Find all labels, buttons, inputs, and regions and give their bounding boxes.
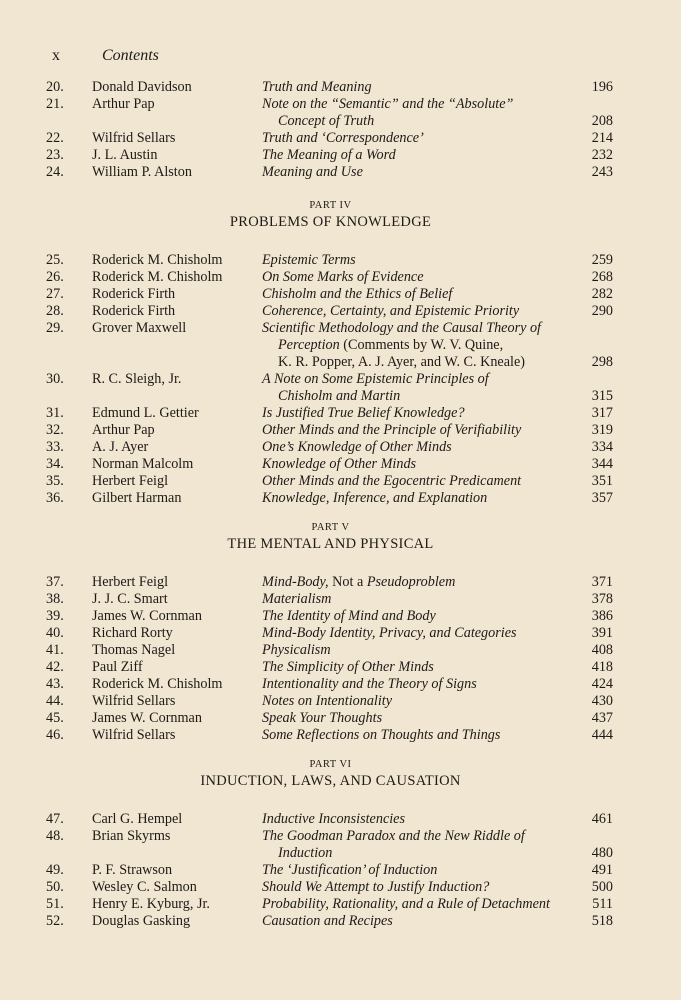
entry-author: Arthur Pap: [92, 96, 155, 112]
entry-page-number: 491: [591, 862, 613, 878]
entry-title-line: Other Minds and the Egocentric Predicament: [262, 473, 522, 489]
entry-page-number: 357: [591, 490, 613, 506]
entry-page-number: 391: [591, 625, 613, 641]
entry-title: [262, 286, 572, 303]
entry-author: Arthur Pap: [92, 422, 155, 438]
entry-number: 49.: [46, 862, 64, 878]
part-label: PART IV: [309, 200, 352, 211]
entry-title-line: Is Justified True Belief Knowledge?: [262, 405, 465, 421]
entry-page-number: 259: [591, 252, 613, 268]
entry-title-line: Knowledge of Other Minds: [262, 456, 417, 472]
entry-title-line: The Identity of Mind and Body: [262, 608, 436, 624]
entry-author: P. F. Strawson: [92, 862, 173, 878]
entry-number: 24.: [46, 164, 64, 180]
entry-number: 29.: [46, 320, 64, 336]
entry-number: 34.: [46, 456, 64, 472]
toc-entry: [0, 79, 681, 96]
part-label: PART V: [311, 522, 350, 533]
entry-author: James W. Cornman: [92, 710, 202, 726]
entry-number: 26.: [46, 269, 64, 285]
entry-title-line: Chisholm and Martin: [278, 388, 401, 404]
toc-entry: [0, 456, 681, 473]
toc-entry: [0, 879, 681, 896]
entry-page-number: 351: [591, 473, 613, 489]
entry-title-line: Physicalism: [262, 642, 331, 658]
toc-entry: [0, 896, 681, 913]
entry-title-line: Probability, Rationality, and a Rule of Detachment: [262, 896, 550, 912]
toc-entry: [0, 659, 681, 676]
entry-author: James W. Cornman: [92, 608, 202, 624]
entry-title-line: Should We Attempt to Justify Induction?: [262, 879, 490, 895]
entry-number: 33.: [46, 439, 64, 455]
entry-number: 48.: [46, 828, 64, 844]
entry-title: [262, 659, 572, 676]
entry-title: [262, 456, 572, 473]
entry-title-line: Note on the “Semantic” and the “Absolute”: [262, 96, 514, 112]
entry-author: Roderick M. Chisholm: [92, 676, 223, 692]
entry-author: Carl G. Hempel: [92, 811, 183, 827]
entry-title: [262, 574, 572, 591]
entry-page-number: 282: [591, 286, 613, 302]
entry-author: Richard Rorty: [92, 625, 173, 641]
entry-author: Wesley C. Salmon: [92, 879, 197, 895]
entry-number: 22.: [46, 130, 64, 146]
toc-entry: [0, 303, 681, 320]
entry-title-line: K. R. Popper, A. J. Ayer, and W. C. Kneale): [278, 354, 525, 370]
entry-title-line: Scientific Methodology and the Causal Theory of: [262, 320, 541, 336]
entry-title-line: Mind-Body, Not a Pseudoproblem: [262, 574, 456, 590]
part-heading: [0, 758, 681, 791]
entry-title: [262, 473, 572, 490]
toc-entry: [0, 269, 681, 286]
entry-author: Roderick Firth: [92, 303, 176, 319]
toc-entry: [0, 574, 681, 591]
toc-entry: [0, 913, 681, 930]
entry-page-number: 518: [591, 913, 613, 929]
toc-entry: [0, 320, 681, 371]
entry-page-number: 408: [591, 642, 613, 658]
entry-title-line: The ‘Justification’ of Induction: [262, 862, 438, 878]
entry-number: 38.: [46, 591, 64, 607]
entry-title-line: Causation and Recipes: [262, 913, 393, 929]
running-head: [52, 47, 159, 65]
entry-page-number: 319: [591, 422, 613, 438]
entry-title: [262, 710, 572, 727]
entry-page-number: 444: [591, 727, 613, 743]
entry-title-line: Truth and Meaning: [262, 79, 372, 95]
toc-entry: [0, 862, 681, 879]
toc-entry: [0, 727, 681, 744]
entry-title: [262, 811, 572, 828]
entry-number: 35.: [46, 473, 64, 489]
entry-page-number: 424: [591, 676, 613, 692]
entry-title-line: Perception (Comments by W. V. Quine,: [278, 337, 504, 353]
entry-title-line: Chisholm and the Ethics of Belief: [262, 286, 453, 302]
entry-number: 45.: [46, 710, 64, 726]
entry-page-number: 461: [591, 811, 613, 827]
entry-page-number: 298: [591, 354, 613, 370]
entry-author: Donald Davidson: [92, 79, 192, 95]
entry-title-line: Coherence, Certainty, and Epistemic Priority: [262, 303, 520, 319]
entry-number: 28.: [46, 303, 64, 319]
entry-page-number: 371: [591, 574, 613, 590]
toc-entry: [0, 286, 681, 303]
entry-title: [262, 591, 572, 608]
entry-title: [262, 147, 572, 164]
entry-page-number: 386: [591, 608, 613, 624]
entry-number: 50.: [46, 879, 64, 895]
toc-entry: [0, 710, 681, 727]
entry-author: Roderick M. Chisholm: [92, 269, 223, 285]
entry-number: 41.: [46, 642, 64, 658]
entry-number: 37.: [46, 574, 64, 590]
entry-author: Roderick Firth: [92, 286, 176, 302]
toc-entry: [0, 164, 681, 181]
entry-author: Edmund L. Gettier: [92, 405, 199, 421]
entry-title-line: A Note on Some Epistemic Principles of: [262, 371, 489, 387]
entry-author: Wilfrid Sellars: [92, 130, 176, 146]
entry-author: William P. Alston: [92, 164, 192, 180]
entry-title: [262, 303, 572, 320]
entry-author: Wilfrid Sellars: [92, 727, 176, 743]
entry-number: 44.: [46, 693, 64, 709]
entry-author: R. C. Sleigh, Jr.: [92, 371, 182, 387]
entry-author: Douglas Gasking: [92, 913, 191, 929]
entry-title-line: Intentionality and the Theory of Signs: [262, 676, 477, 692]
entry-page-number: 334: [591, 439, 613, 455]
toc-entry: [0, 625, 681, 642]
entry-title: [262, 252, 572, 269]
toc-entry: [0, 490, 681, 507]
entry-number: 36.: [46, 490, 64, 506]
toc-entry: [0, 608, 681, 625]
entry-page-number: 344: [591, 456, 613, 472]
part-heading: [0, 521, 681, 554]
entry-title-line: Induction: [278, 845, 333, 861]
entry-title: [262, 913, 572, 930]
entry-author: Roderick M. Chisholm: [92, 252, 223, 268]
toc-entry: [0, 828, 681, 862]
entry-author: Henry E. Kyburg, Jr.: [92, 896, 210, 912]
contents-list: [0, 79, 681, 930]
entry-page-number: 378: [591, 591, 613, 607]
entry-page-number: 317: [591, 405, 613, 421]
entry-title: [262, 642, 572, 659]
entry-page-number: 214: [591, 130, 613, 146]
entry-title-line: Some Reflections on Thoughts and Things: [262, 727, 501, 743]
entry-author: Paul Ziff: [92, 659, 143, 675]
entry-title-line: Other Minds and the Principle of Verifiability: [262, 422, 522, 438]
entry-number: 46.: [46, 727, 64, 743]
entry-author: Thomas Nagel: [92, 642, 176, 658]
toc-entry: [0, 591, 681, 608]
entry-title-line: Materialism: [262, 591, 332, 607]
entry-title: [262, 320, 572, 371]
entry-title-line: Meaning and Use: [262, 164, 363, 180]
entry-page-number: 208: [591, 113, 613, 129]
toc-entry: [0, 676, 681, 693]
entry-author: A. J. Ayer: [92, 439, 149, 455]
entry-number: 32.: [46, 422, 64, 438]
entry-page-number: 418: [591, 659, 613, 675]
entry-title-line: One’s Knowledge of Other Minds: [262, 439, 452, 455]
entry-number: 51.: [46, 896, 64, 912]
entry-title: [262, 862, 572, 879]
toc-entry: [0, 693, 681, 710]
entry-number: 27.: [46, 286, 64, 302]
entry-page-number: 480: [591, 845, 613, 861]
toc-entry: [0, 130, 681, 147]
entry-page-number: 430: [591, 693, 613, 709]
entry-title-line: Concept of Truth: [278, 113, 375, 129]
part-title: THE MENTAL AND PHYSICAL: [227, 536, 434, 552]
entry-title-line: Speak Your Thoughts: [262, 710, 383, 726]
entry-title: [262, 405, 572, 422]
entry-author: J. J. C. Smart: [92, 591, 168, 607]
entry-title: [262, 164, 572, 181]
toc-entry: [0, 811, 681, 828]
toc-entry: [0, 147, 681, 164]
entry-title: [262, 79, 572, 96]
entry-title-line: Epistemic Terms: [262, 252, 356, 268]
entry-author: J. L. Austin: [92, 147, 158, 163]
entry-page-number: 232: [591, 147, 613, 163]
entry-title: [262, 422, 572, 439]
part-label: PART VI: [309, 759, 352, 770]
entry-title: [262, 625, 572, 642]
toc-entry: [0, 642, 681, 659]
entry-title-line: Inductive Inconsistencies: [262, 811, 406, 827]
entry-number: 21.: [46, 96, 64, 112]
part-title: INDUCTION, LAWS, AND CAUSATION: [200, 773, 461, 789]
part-heading: [0, 199, 681, 232]
entry-title-line: Knowledge, Inference, and Explanation: [262, 490, 488, 506]
entry-number: 47.: [46, 811, 64, 827]
entry-title: [262, 490, 572, 507]
entry-number: 31.: [46, 405, 64, 421]
entry-title-line: The Goodman Paradox and the New Riddle of: [262, 828, 525, 844]
running-title: Contents: [102, 47, 159, 64]
entry-title-line: The Meaning of a Word: [262, 147, 396, 163]
toc-entry: [0, 439, 681, 456]
entry-author: Grover Maxwell: [92, 320, 187, 336]
entry-author: Herbert Feigl: [92, 574, 169, 590]
entry-title: [262, 439, 572, 456]
entry-number: 43.: [46, 676, 64, 692]
toc-entry: [0, 96, 681, 130]
entry-number: 30.: [46, 371, 64, 387]
entry-title: [262, 727, 572, 744]
part-title: PROBLEMS OF KNOWLEDGE: [229, 214, 432, 230]
entry-page-number: 437: [591, 710, 613, 726]
entry-page-number: 243: [591, 164, 613, 180]
entry-number: 40.: [46, 625, 64, 641]
entry-number: 25.: [46, 252, 64, 268]
entry-title: [262, 828, 572, 862]
entry-title: [262, 371, 572, 405]
entry-title-line: On Some Marks of Evidence: [262, 269, 424, 285]
entry-title: [262, 608, 572, 625]
entry-page-number: 511: [592, 896, 613, 912]
toc-entry: [0, 473, 681, 490]
entry-title-line: Notes on Intentionality: [262, 693, 393, 709]
entry-title: [262, 96, 572, 130]
entry-author: Brian Skyrms: [92, 828, 171, 844]
toc-entry: [0, 405, 681, 422]
entry-title: [262, 269, 572, 286]
entry-page-number: 315: [591, 388, 613, 404]
entry-title: [262, 879, 572, 896]
entry-title: [262, 130, 572, 147]
entry-page-number: 196: [591, 79, 613, 95]
entry-title-line: Truth and ‘Correspondence’: [262, 130, 424, 146]
entry-page-number: 268: [591, 269, 613, 285]
entry-page-number: 500: [591, 879, 613, 895]
entry-title-line: The Simplicity of Other Minds: [262, 659, 434, 675]
entry-title: [262, 896, 572, 913]
entry-page-number: 290: [591, 303, 613, 319]
toc-entry: [0, 371, 681, 405]
entry-number: 52.: [46, 913, 64, 929]
entry-title-line: Mind-Body Identity, Privacy, and Categories: [262, 625, 517, 641]
page-number: x: [52, 47, 60, 64]
entry-author: Wilfrid Sellars: [92, 693, 176, 709]
entry-number: 23.: [46, 147, 64, 163]
toc-entry: [0, 422, 681, 439]
entry-title: [262, 693, 572, 710]
entry-title: [262, 676, 572, 693]
entry-author: Gilbert Harman: [92, 490, 182, 506]
entry-author: Herbert Feigl: [92, 473, 169, 489]
toc-entry: [0, 252, 681, 269]
entry-number: 42.: [46, 659, 64, 675]
entry-number: 20.: [46, 79, 64, 95]
entry-number: 39.: [46, 608, 64, 624]
entry-author: Norman Malcolm: [92, 456, 194, 472]
